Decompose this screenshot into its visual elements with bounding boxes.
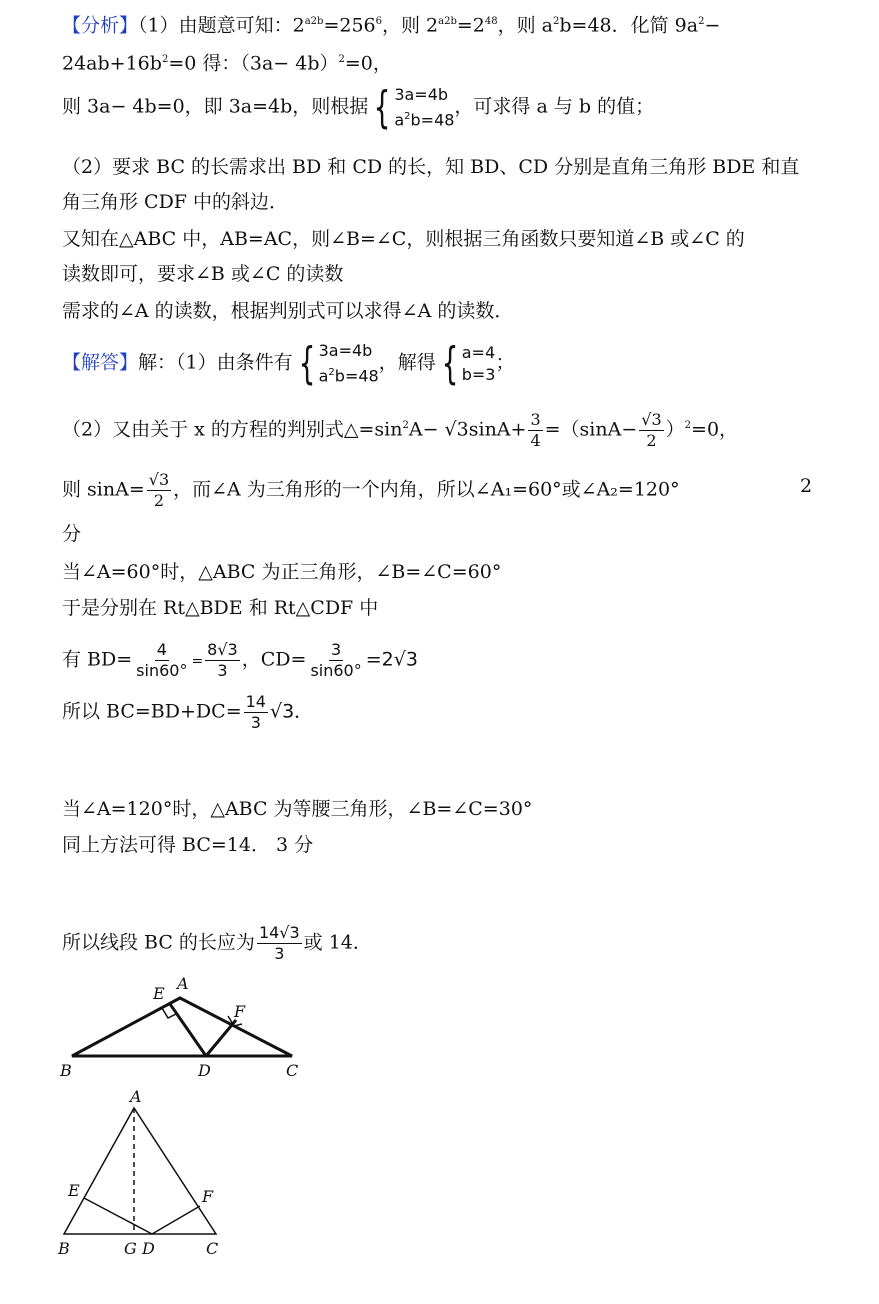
fraction: $\frac{√3}{2}$: [641, 410, 662, 450]
system-row: 3a=4b: [318, 341, 373, 360]
answer-line-9: 当∠A=120°时，△ABC 为等腰三角形，∠B=∠C=30°: [62, 798, 533, 820]
label-c: C: [286, 1061, 299, 1080]
answer-line-4: 分: [62, 523, 82, 545]
system-row: a=4: [461, 342, 496, 362]
answer-text: =0，: [691, 418, 739, 441]
brace-symbol: {: [298, 337, 316, 389]
label-a: A: [130, 1088, 142, 1106]
answer-line-6: 于是分别在 Rt△BDE 和 Rt△CDF 中: [62, 597, 379, 619]
brace-symbol: {: [441, 337, 459, 389]
analysis-line-3: [62, 81, 655, 133]
answer-text: ，CD=: [241, 648, 307, 671]
label-a: A: [177, 974, 189, 993]
exponent: a2b: [304, 16, 324, 27]
answer-text: 所以 BC=BD+DC=: [62, 700, 242, 723]
system-row: b=3: [461, 364, 496, 384]
exponent: 2: [698, 16, 705, 27]
triangle-abc: [64, 1108, 216, 1234]
analysis-text: b=48．化简 9a: [559, 14, 699, 37]
label-f: F: [234, 1002, 246, 1021]
label-e: E: [68, 1181, 80, 1200]
analysis-tag: 【分析】: [62, 14, 139, 37]
equation-system: [368, 81, 455, 133]
analysis-text: ，则 2: [382, 14, 439, 37]
answer-text: √3．: [269, 700, 314, 723]
segment-df: [206, 1020, 236, 1056]
answer-text: =（sinA−: [544, 418, 638, 441]
equation-system: [293, 337, 379, 389]
exponent: a2b: [438, 16, 457, 27]
answer-text: =2√3: [365, 648, 418, 671]
fraction: $\frac{4}{\sin 60^\circ}$: [136, 640, 188, 680]
analysis-text: ，则 a: [497, 14, 553, 37]
fraction: $\frac{14√3}{3}$: [258, 923, 300, 963]
analysis-text: −: [704, 14, 721, 37]
analysis-text: =0 得：（3a− 4b）: [168, 52, 339, 75]
answer-line-11: [62, 923, 372, 964]
answer-text: 则 sinA=: [62, 478, 145, 501]
fraction: $\frac{3}{4}$: [530, 410, 541, 450]
answer-line-3: [62, 470, 680, 511]
segment-df: [152, 1206, 200, 1234]
answer-text: 有 BD=: [62, 648, 133, 671]
answer-text: 或 14．: [303, 931, 372, 954]
exponent: 6: [375, 16, 382, 27]
analysis-text: 则 3a− 4b=0，即 3a=4b，则根据: [62, 95, 369, 118]
exponent: 2: [684, 420, 692, 432]
answer-text: =: [191, 653, 204, 670]
brace-symbol: {: [373, 81, 391, 133]
analysis-text: （1）由题意可知：2: [138, 14, 305, 37]
triangle-figure-1: [50, 972, 330, 1082]
fraction: $\frac{√3}{2}$: [148, 470, 170, 510]
label-b: B: [58, 1239, 70, 1258]
system-row: 3a=4b: [394, 85, 449, 104]
answer-line-1: [62, 337, 515, 389]
analysis-text: =2: [456, 14, 485, 37]
answer-line-7: [62, 640, 418, 681]
fraction: $\frac{8√3}{3}$: [207, 640, 238, 680]
answer-text: ，解得: [378, 351, 436, 374]
analysis-line-5: 角三角形 CDF 中的斜边．: [62, 191, 289, 213]
analysis-line-6: 又知在△ABC 中，AB=AC，则∠B=∠C，则根据三角函数只要知道∠B 或∠C 的: [62, 228, 745, 250]
answer-line-8: [62, 692, 313, 733]
exponent: 48: [484, 16, 498, 27]
answer-text: ；: [495, 351, 515, 374]
label-b: B: [60, 1061, 72, 1080]
triangle-abc: [72, 998, 292, 1056]
analysis-text: =0，: [344, 52, 392, 75]
analysis-text: =256: [323, 14, 376, 37]
segment-de: [170, 1004, 206, 1056]
analysis-line-8: 需求的∠A 的读数，根据判别式可以求得∠A 的读数．: [62, 300, 514, 322]
answer-text: 解：（1）由条件有: [138, 351, 293, 374]
answer-text: （2）又由关于 x 的方程的判别式△=sin: [62, 418, 403, 441]
answer-text: ）: [665, 418, 685, 441]
label-e: E: [153, 984, 165, 1003]
answer-tag: 【解答】: [62, 351, 139, 374]
label-g: G: [124, 1239, 137, 1258]
system-row: $a^2b=48$: [394, 110, 455, 130]
answer-line-5: 当∠A=60°时，△ABC 为正三角形，∠B=∠C=60°: [62, 561, 502, 583]
analysis-line-7: 读数即可，要求∠B 或∠C 的读数: [62, 263, 344, 285]
label-c: C: [206, 1239, 219, 1258]
analysis-text: 24ab+16b: [62, 52, 162, 75]
answer-line-10: 同上方法可得 BC=14． 3 分: [62, 834, 314, 856]
exponent: 2: [553, 16, 560, 27]
label-d: D: [142, 1239, 155, 1258]
label-f: F: [202, 1187, 214, 1206]
analysis-line-4: （2）要求 BC 的长需求出 BD 和 CD 的长，知 BD、CD 分别是直角三角形 BDE 和直: [62, 156, 800, 178]
answer-text: A− √3sinA+: [408, 418, 527, 441]
exponent: 2: [338, 54, 345, 65]
answer-text: ，而∠A 为三角形的一个内角，所以∠A₁=60°或∠A₂=120°: [173, 478, 680, 501]
system-row: $a^2b=48$: [318, 366, 379, 386]
triangle-figure-2: [52, 1088, 242, 1268]
fraction: $\frac{3}{\sin 60^\circ}$: [310, 640, 362, 680]
analysis-text: ，可求得 a 与 b 的值；: [454, 95, 655, 118]
analysis-line-2: [62, 46, 392, 77]
analysis-line-1: [62, 8, 720, 39]
fraction: $\frac{14}{3}$: [245, 692, 266, 732]
segment-de: [84, 1198, 152, 1234]
solution-system: [436, 337, 496, 389]
answer-line-2: [62, 410, 738, 451]
exponent: 2: [161, 54, 169, 65]
answer-text: 所以线段 BC 的长应为: [62, 931, 255, 954]
label-d: D: [198, 1061, 211, 1080]
exponent: 2: [402, 420, 409, 432]
score-2: 2: [800, 475, 813, 497]
